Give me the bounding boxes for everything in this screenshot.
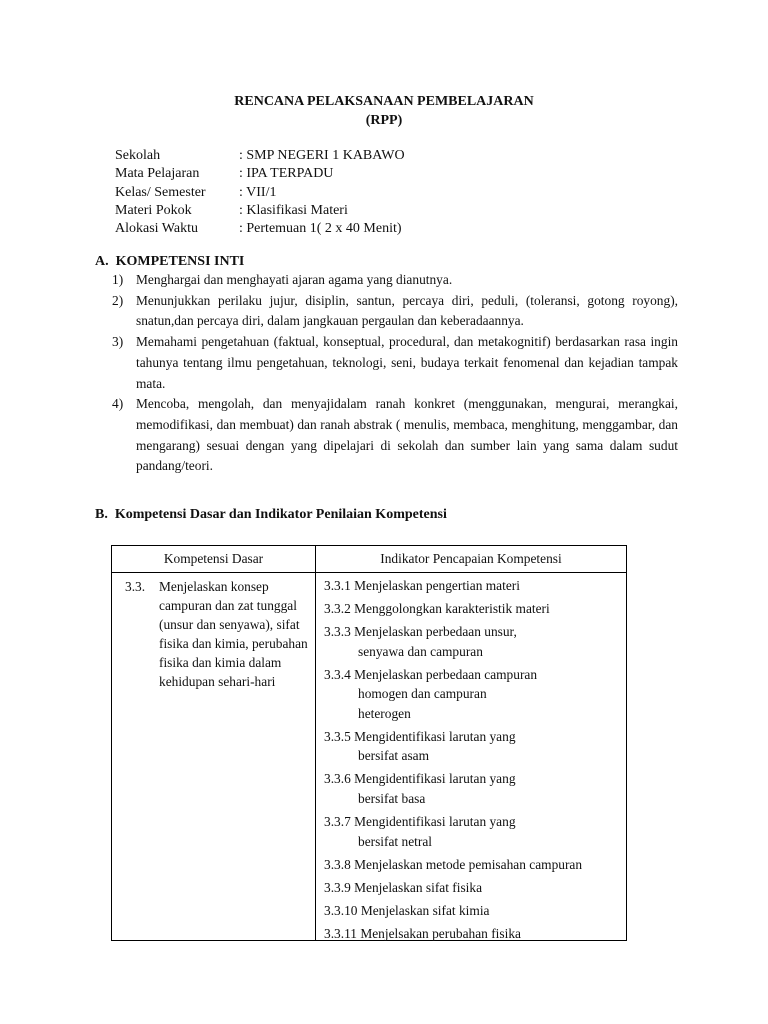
- indicator-text: 3.3.7 Mengidentifikasi larutan yang: [324, 814, 516, 830]
- identity-value: : SMP NEGERI 1 KABAWO: [239, 148, 405, 163]
- document-subtitle: (RPP): [365, 113, 403, 128]
- identity-row: [115, 202, 405, 220]
- list-item-text: Menunjukkan perilaku jujur, disiplin, santun, percaya diri, peduli, (toleransi, gotong royong), snatun,dan percaya diri, dalam jangkauan pergaulan dan keberadaannya.: [136, 292, 678, 329]
- indicator-text: 3.3.9 Menjelaskan sifat fisika: [324, 879, 483, 895]
- indicator-text: 3.3.6 Mengidentifikasi larutan yang: [324, 771, 516, 787]
- section-b-heading: B. Kompetensi Dasar dan Indikator Penilaian Kompetensi: [95, 507, 447, 522]
- list-item: [112, 394, 678, 477]
- indicator-item: [324, 901, 626, 921]
- identity-row: [115, 147, 405, 165]
- indicator-item: [324, 665, 626, 724]
- list-item-number: 4): [112, 396, 124, 412]
- table-header-indikator: Indikator Pencapaian Kompetensi: [380, 551, 562, 566]
- indicator-text: 3.3.8 Menjelaskan metode pemisahan campuran: [324, 856, 583, 872]
- list-item: [112, 270, 678, 291]
- identity-label: Kelas/ Semester: [115, 184, 206, 200]
- indicator-continuation: bersifat asam: [358, 748, 430, 764]
- identity-row: [115, 184, 405, 202]
- kd-code: 3.3.: [125, 579, 146, 594]
- indicator-item: [324, 855, 626, 875]
- indicator-continuation: bersifat basa: [358, 790, 426, 806]
- indicator-text: 3.3.5 Mengidentifikasi larutan yang: [324, 728, 516, 744]
- kd-cell: [112, 573, 316, 940]
- indicator-continuation: heterogen: [358, 705, 411, 721]
- kompetensi-inti-list: [112, 270, 678, 477]
- identity-label: Materi Pokok: [115, 202, 192, 218]
- table-row: [112, 573, 626, 940]
- identity-value: : IPA TERPADU: [239, 166, 334, 182]
- indicator-continuation: homogen dan campuran: [358, 686, 487, 702]
- indicator-item: [324, 622, 626, 661]
- section-a-heading: A. KOMPETENSI INTI: [95, 254, 245, 269]
- indicator-cell: [316, 573, 626, 940]
- indicator-item: [324, 924, 626, 944]
- indicator-item: [324, 878, 626, 898]
- identity-value: : Pertemuan 1( 2 x 40 Menit): [239, 221, 402, 237]
- indicator-continuation: bersifat netral: [358, 833, 432, 849]
- table-header-kd: Kompetensi Dasar: [112, 546, 316, 572]
- identity-label: Alokasi Waktu: [115, 221, 198, 237]
- list-item-number: 1): [112, 272, 124, 287]
- identity-label: Sekolah: [115, 148, 161, 163]
- identity-value: : VII/1: [239, 184, 277, 200]
- identity-block: [115, 147, 405, 238]
- indicator-text: 3.3.11 Menjelsakan perubahan fisika: [324, 925, 521, 941]
- identity-row: [115, 165, 405, 183]
- list-item-number: 2): [112, 292, 124, 308]
- indicator-item: [324, 812, 626, 851]
- indicator-item: [324, 599, 626, 619]
- document-title: RENCANA PELAKSANAAN PEMBELAJARAN: [234, 94, 534, 109]
- indicator-item: [324, 769, 626, 808]
- kompetensi-table: [111, 545, 627, 941]
- indicator-text: 3.3.3 Menjelaskan perbedaan unsur,: [324, 624, 517, 640]
- list-item-number: 3): [112, 334, 124, 350]
- list-item: [112, 332, 678, 394]
- identity-value: : Klasifikasi Materi: [239, 202, 348, 218]
- indicator-item: [324, 576, 626, 596]
- indicator-text: 3.3.2 Menggolongkan karakteristik materi: [324, 601, 550, 617]
- indicator-text: 3.3.1 Menjelaskan pengertian materi: [324, 578, 520, 593]
- identity-row: [115, 220, 405, 238]
- indicator-text: 3.3.10 Menjelaskan sifat kimia: [324, 902, 490, 918]
- list-item-text: Mencoba, mengolah, dan menyajidalam ranah konkret (menggunakan, mengurai, merangkai, memodifikasi, dan membuat) dan ranah abstrak ( menulis, membaca, menghitung, menggambar, dan mengarang) sesuai dengan yang dipelajari di sekolah dan sumber lain yang sama dalam sudut pandang/teori.: [136, 396, 678, 474]
- kd-text: Menjelaskan konsep campuran dan zat tunggal (unsur dan senyawa), sifat fisika dan kimia, perubahan fisika dan kimia dalam kehidupan sehari-hari: [159, 579, 308, 689]
- table-header-row: [112, 546, 626, 573]
- indicator-continuation: senyawa dan campuran: [358, 643, 483, 659]
- indicator-item: [324, 727, 626, 766]
- identity-label: Mata Pelajaran: [115, 166, 200, 182]
- list-item-text: Menghargai dan menghayati ajaran agama yang dianutnya.: [136, 272, 453, 287]
- indicator-text: 3.3.4 Menjelaskan perbedaan campuran: [324, 666, 538, 682]
- list-item: [112, 291, 678, 332]
- list-item-text: Memahami pengetahuan (faktual, konseptual, procedural, dan metakognitif) berdasarkan rasa ingin tahunya tentang ilmu pengetahuan, teknologi, seni, budaya terkait fenomenal dan kejadian tampak mata.: [136, 334, 678, 391]
